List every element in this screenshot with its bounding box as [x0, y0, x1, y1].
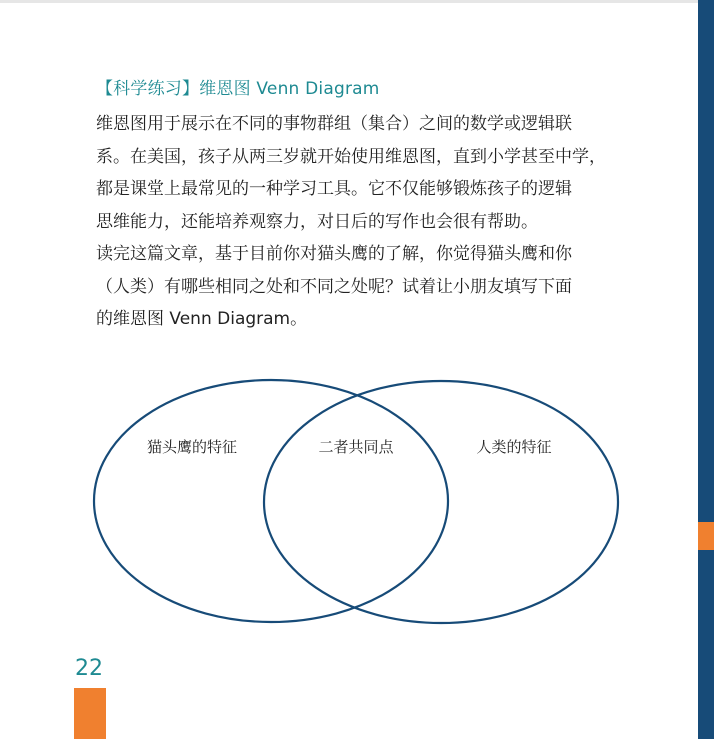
- question-paragraph: [96, 238, 636, 336]
- venn-left-circle: [94, 380, 448, 622]
- bottom-orange-tab: [74, 688, 106, 739]
- intro-line: 都是课堂上最常见的一种学习工具。它不仅能够锻炼孩子的逻辑: [96, 179, 572, 199]
- top-border: [0, 0, 714, 3]
- page-number: 22: [75, 656, 103, 681]
- venn-center-label: 二者共同点: [318, 438, 394, 456]
- intro-line: 思维能力，还能培养观察力，对日后的写作也会很有帮助。: [96, 211, 538, 232]
- question-line: 的维恩图 Venn Diagram。: [96, 309, 308, 329]
- section-heading: 【科学练习】维恩图 Venn Diagram: [96, 79, 380, 99]
- venn-right-circle: [264, 381, 618, 623]
- venn-right-label: 人类的特征: [476, 438, 552, 456]
- venn-left-label: 猫头鹰的特征: [146, 438, 238, 456]
- venn-diagram: [0, 370, 714, 635]
- intro-line: 维恩图用于展示在不同的事物群组（集合）之间的数学或逻辑联: [96, 114, 572, 134]
- intro-paragraph: [96, 108, 636, 238]
- question-line: 读完这篇文章，基于目前你对猫头鹰的了解，你觉得猫头鹰和你: [96, 244, 572, 264]
- question-line: （人类）有哪些相同之处和不同之处呢？试着让小朋友填写下面: [96, 276, 572, 297]
- intro-line: 系。在美国，孩子从两三岁就开始使用维恩图，直到小学甚至中学，: [96, 146, 606, 167]
